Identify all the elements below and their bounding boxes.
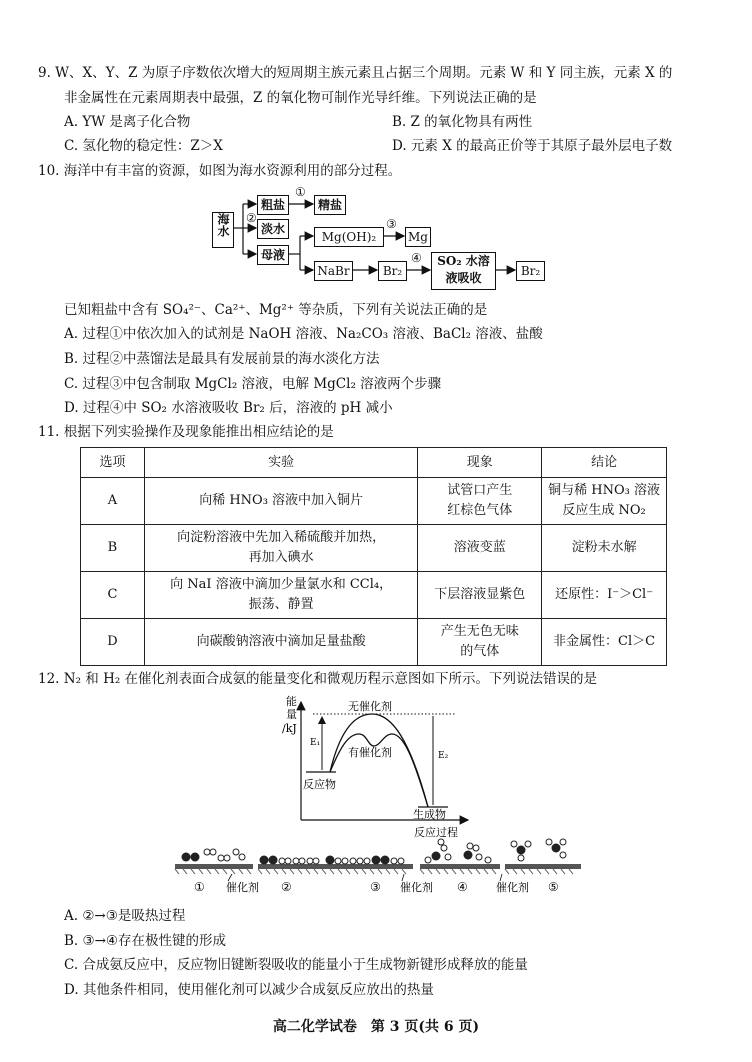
exp-line1: 向淀粉溶液中先加入稀硫酸并加热， [177,530,386,545]
catalyst-surface-2 [258,864,413,869]
catalyst-label-3: 催化剂 [496,881,529,894]
row-option: B [81,525,145,572]
q10-option-d: D. 过程④中 SO₂ 水溶液吸收 Br₂ 后，溶液的 pH 减小 [64,400,393,416]
flow-arrows [0,0,752,300]
header-experiment: 实验 [144,448,418,478]
table-row [81,619,667,666]
exp-line1: 向碳酸钠溶液中滴加足量盐酸 [196,634,366,649]
seawater-label: 海水 [216,213,230,237]
row-conclusion: 还原性：I⁻＞Cl⁻ [542,572,667,619]
q10-option-c: C. 过程③中包含制取 MgCl₂ 溶液，电解 MgCl₂ 溶液两个步骤 [64,376,442,392]
stage-4-label: ④ [457,880,468,894]
box-so2-absorb [431,252,496,290]
q9-stem-line1: 9. W、X、Y、Z 为原子序数依次增大的短周期主族元素且占据三个周期。元素 W 和 Y 同主族，元素 X 的 [38,65,673,81]
stage-1-label: ① [194,880,205,894]
table-row [81,572,667,619]
step-4-label: ④ [411,251,422,265]
catalyst-surface-1 [175,864,253,869]
no-catalyst-curve [330,714,428,807]
q12-option-d: D. 其他条件相同，使用催化剂可以减少合成氨反应放出的热量 [64,982,434,998]
header-phenomenon: 现象 [418,448,542,478]
so2-line2: 液吸收 [445,271,482,285]
row-option: A [81,478,145,525]
q12-option-c: C. 合成氨反应中，反应物旧键断裂吸收的能量小于生成物新键形成释放的能量 [64,957,528,973]
step-1-label: ① [295,185,306,199]
obs-line2: 红棕色气体 [447,503,513,518]
q10-option-b: B. 过程②中蒸馏法是最具有发展前景的海水淡化方法 [64,351,380,367]
exp-line2: 振荡、静置 [248,597,314,612]
table-row [81,478,667,525]
box-mgoh2: Mg(OH)₂ [314,227,384,247]
row-option: D [81,619,145,666]
q9-option-d: D. 元素 X 的最高正价等于其原子最外层电子数 [392,138,673,154]
box-mother-liquor: 母液 [257,245,289,265]
ylabel-1: 能 [286,695,297,708]
q9-stem-line2: 非金属性在元素周期表中最强，Z 的氧化物可制作光导纤维。下列说法正确的是 [64,90,537,106]
step-3-label: ③ [386,217,397,231]
q12-option-a: A. ②→③是吸热过程 [64,908,186,924]
micro-process-illustration [175,839,581,874]
box-fresh-water: 淡水 [257,219,289,239]
label-reactants: 反应物 [303,778,336,791]
box-seawater [212,212,234,248]
stage-2-label: ② [281,880,292,894]
catalyst-label-2: 催化剂 [400,881,433,894]
catalyst-curve [330,734,428,807]
catalyst-surface-3 [420,864,500,869]
stage-3-label: ③ [370,880,381,894]
q12-stem: 12. N₂ 和 H₂ 在催化剂表面合成氨的能量变化和微观历程示意图如下所示。下列说法错误的是 [38,671,598,687]
box-nabr: NaBr [314,261,353,281]
exp-line1: 向稀 HNO₃ 溶液中加入铜片 [199,493,364,508]
q12-option-b: B. ③→④存在极性键的形成 [64,933,227,949]
box-mg: Mg [405,227,431,247]
row-experiment [144,619,418,666]
header-option: 选项 [81,448,145,478]
obs-line1: 试管口产生 [447,483,513,498]
energy-diagram [0,690,752,910]
catalyst-surface-4 [505,864,581,869]
step-2-label: ② [246,211,257,225]
so2-line1: SO₂ 水溶 [437,254,490,268]
box-br2-first: Br₂ [378,261,407,281]
surface-hatch [175,869,573,874]
page-footer: 高二化学试卷 第 3 页(共 6 页) [272,1019,480,1035]
q10-stem: 10. 海洋中有丰富的资源，如图为海水资源利用的部分过程。 [38,163,402,179]
header-conclusion: 结论 [542,448,667,478]
row-phenomenon: 下层溶液显紫色 [418,572,542,619]
experiment-table [80,447,667,666]
row-conclusion: 淀粉未水解 [542,525,667,572]
exp-line2: 再加入碘水 [248,550,314,565]
label-with-catalyst: 有催化剂 [348,746,392,759]
row-phenomenon: 溶液变蓝 [418,525,542,572]
q9-option-c: C. 氢化物的稳定性：Z＞X [64,138,223,154]
q10-note: 已知粗盐中含有 SO₄²⁻、Ca²⁺、Mg²⁺ 等杂质，下列有关说法正确的是 [64,302,488,318]
row-conclusion [542,478,667,525]
e2-label: E₂ [438,751,449,761]
box-crude-salt: 粗盐 [257,195,289,215]
stage-5-label: ⑤ [548,880,559,894]
exp-line1: 向 NaI 溶液中滴加少量氯水和 CCl₄， [170,577,393,592]
catalyst-label-1: 催化剂 [226,881,259,894]
row-experiment [144,525,418,572]
con-line1: 铜与稀 HNO₃ 溶液 [548,483,660,498]
e1-label: E₁ [310,738,321,748]
row-phenomenon [418,478,542,525]
ylabel-2: 量 [286,708,297,721]
q10-option-a: A. 过程①中依次加入的试剂是 NaOH 溶液、Na₂CO₃ 溶液、BaCl₂ 溶液、盐酸 [64,326,543,342]
row-option: C [81,572,145,619]
label-products: 生成物 [413,808,446,821]
obs-line1: 产生无色无味 [440,624,519,639]
obs-line2: 的气体 [460,644,500,659]
q11-stem: 11. 根据下列实验操作及现象能推出相应结论的是 [38,424,334,440]
row-experiment [144,478,418,525]
label-no-catalyst: 无催化剂 [348,700,392,713]
q9-option-a: A. YW 是离子化合物 [64,114,191,130]
box-br2-second: Br₂ [516,261,545,281]
table-row [81,525,667,572]
table-header-row [81,448,667,478]
box-refined-salt: 精盐 [314,195,346,215]
row-experiment [144,572,418,619]
row-conclusion: 非金属性：Cl＞C [542,619,667,666]
q9-option-b: B. Z 的氧化物具有两性 [392,114,533,130]
row-phenomenon [418,619,542,666]
ylabel-3: /kJ [282,722,297,735]
con-line2: 反应生成 NO₂ [562,503,646,518]
x-axis-label: 反应过程 [414,826,458,839]
